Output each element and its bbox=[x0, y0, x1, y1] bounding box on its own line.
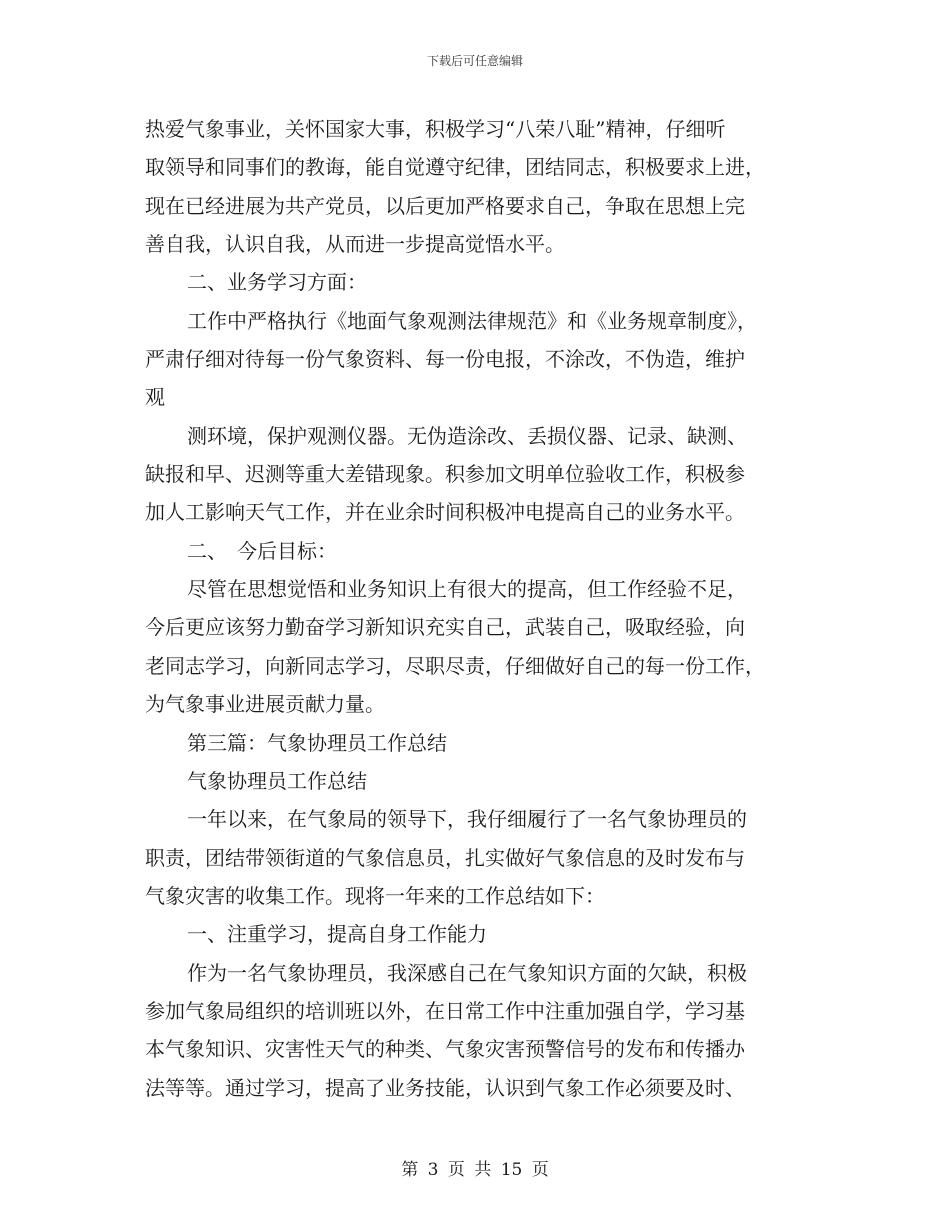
text-line: 取领导和同事们的教诲，能自觉遵守纪律，团结同志，积极要求上进， bbox=[145, 155, 765, 180]
text-line: 二、 今后目标： bbox=[187, 538, 337, 563]
text-line: 法等等。通过学习，提高了业务技能，认识到气象工作必须要及时、 bbox=[145, 1075, 745, 1100]
text-line: 作为一名气象协理员，我深感自己在气象知识方面的欠缺，积极 bbox=[187, 960, 747, 985]
text-line: 参加气象局组织的培训班以外，在日常工作中注重加强自学，学习基 bbox=[145, 998, 745, 1023]
text-line: 老同志学习，向新同志学习，尽职尽责，仔细做好自己的每一份工作， bbox=[145, 653, 765, 678]
text-line: 尽管在思想觉悟和业务知识上有很大的提高，但工作经验不足， bbox=[187, 577, 747, 602]
text-line: 加人工影响天气工作，并在业余时间积极冲电提高自己的业务水平。 bbox=[145, 500, 745, 525]
text-line: 观 bbox=[145, 385, 165, 410]
text-line: 热爱气象事业，关怀国家大事，积极学习“八荣八耻”精神，仔细听 bbox=[145, 117, 726, 141]
text-line: 一、注重学习，提高自身工作能力 bbox=[187, 922, 487, 947]
text-line: 本气象知识、灾害性天气的种类、气象灾害预警信号的发布和传播办 bbox=[145, 1037, 745, 1062]
text-line: 气象协理员工作总结 bbox=[187, 768, 367, 793]
document-body bbox=[145, 110, 810, 1107]
text-line: 缺报和早、迟测等重大差错现象。积参加文明单位验收工作，积极参 bbox=[145, 462, 745, 487]
text-line: 职责，团结带领街道的气象信息员，扎实做好气象信息的及时发布与 bbox=[145, 845, 745, 870]
text-line: 第三篇：气象协理员工作总结 bbox=[187, 730, 447, 755]
text-line: 二、业务学习方面： bbox=[187, 270, 367, 295]
text-line: 今后更应该努力勤奋学习新知识充实自己，武装自己，吸取经验，向 bbox=[145, 615, 745, 640]
text-line: 为气象事业进展贡献力量。 bbox=[145, 692, 385, 717]
page-number: 第 3 页 共 15 页 bbox=[401, 1160, 549, 1180]
text-line: 工作中严格执行《地面气象观测法律规范》和《业务规章制度》， bbox=[187, 308, 757, 333]
text-line: 善自我，认识自我，从而进一步提高觉悟水平。 bbox=[145, 232, 565, 257]
page-header: 下载后可任意编辑 bbox=[426, 54, 523, 68]
text-line: 测环境，保护观测仪器。无伪造涂改、丢损仪器、记录、缺测、 bbox=[187, 423, 747, 448]
text-line: 一年以来，在气象局的领导下，我仔细履行了一名气象协理员的 bbox=[187, 807, 747, 832]
text-line: 气象灾害的收集工作。现将一年来的工作总结如下： bbox=[145, 883, 605, 908]
text-line: 现在已经进展为共产党员，以后更加严格要求自己，争取在思想上完 bbox=[145, 193, 745, 218]
text-line: 严肃仔细对待每一份气象资料、每一份电报，不涂改，不伪造，维护 bbox=[145, 347, 745, 372]
